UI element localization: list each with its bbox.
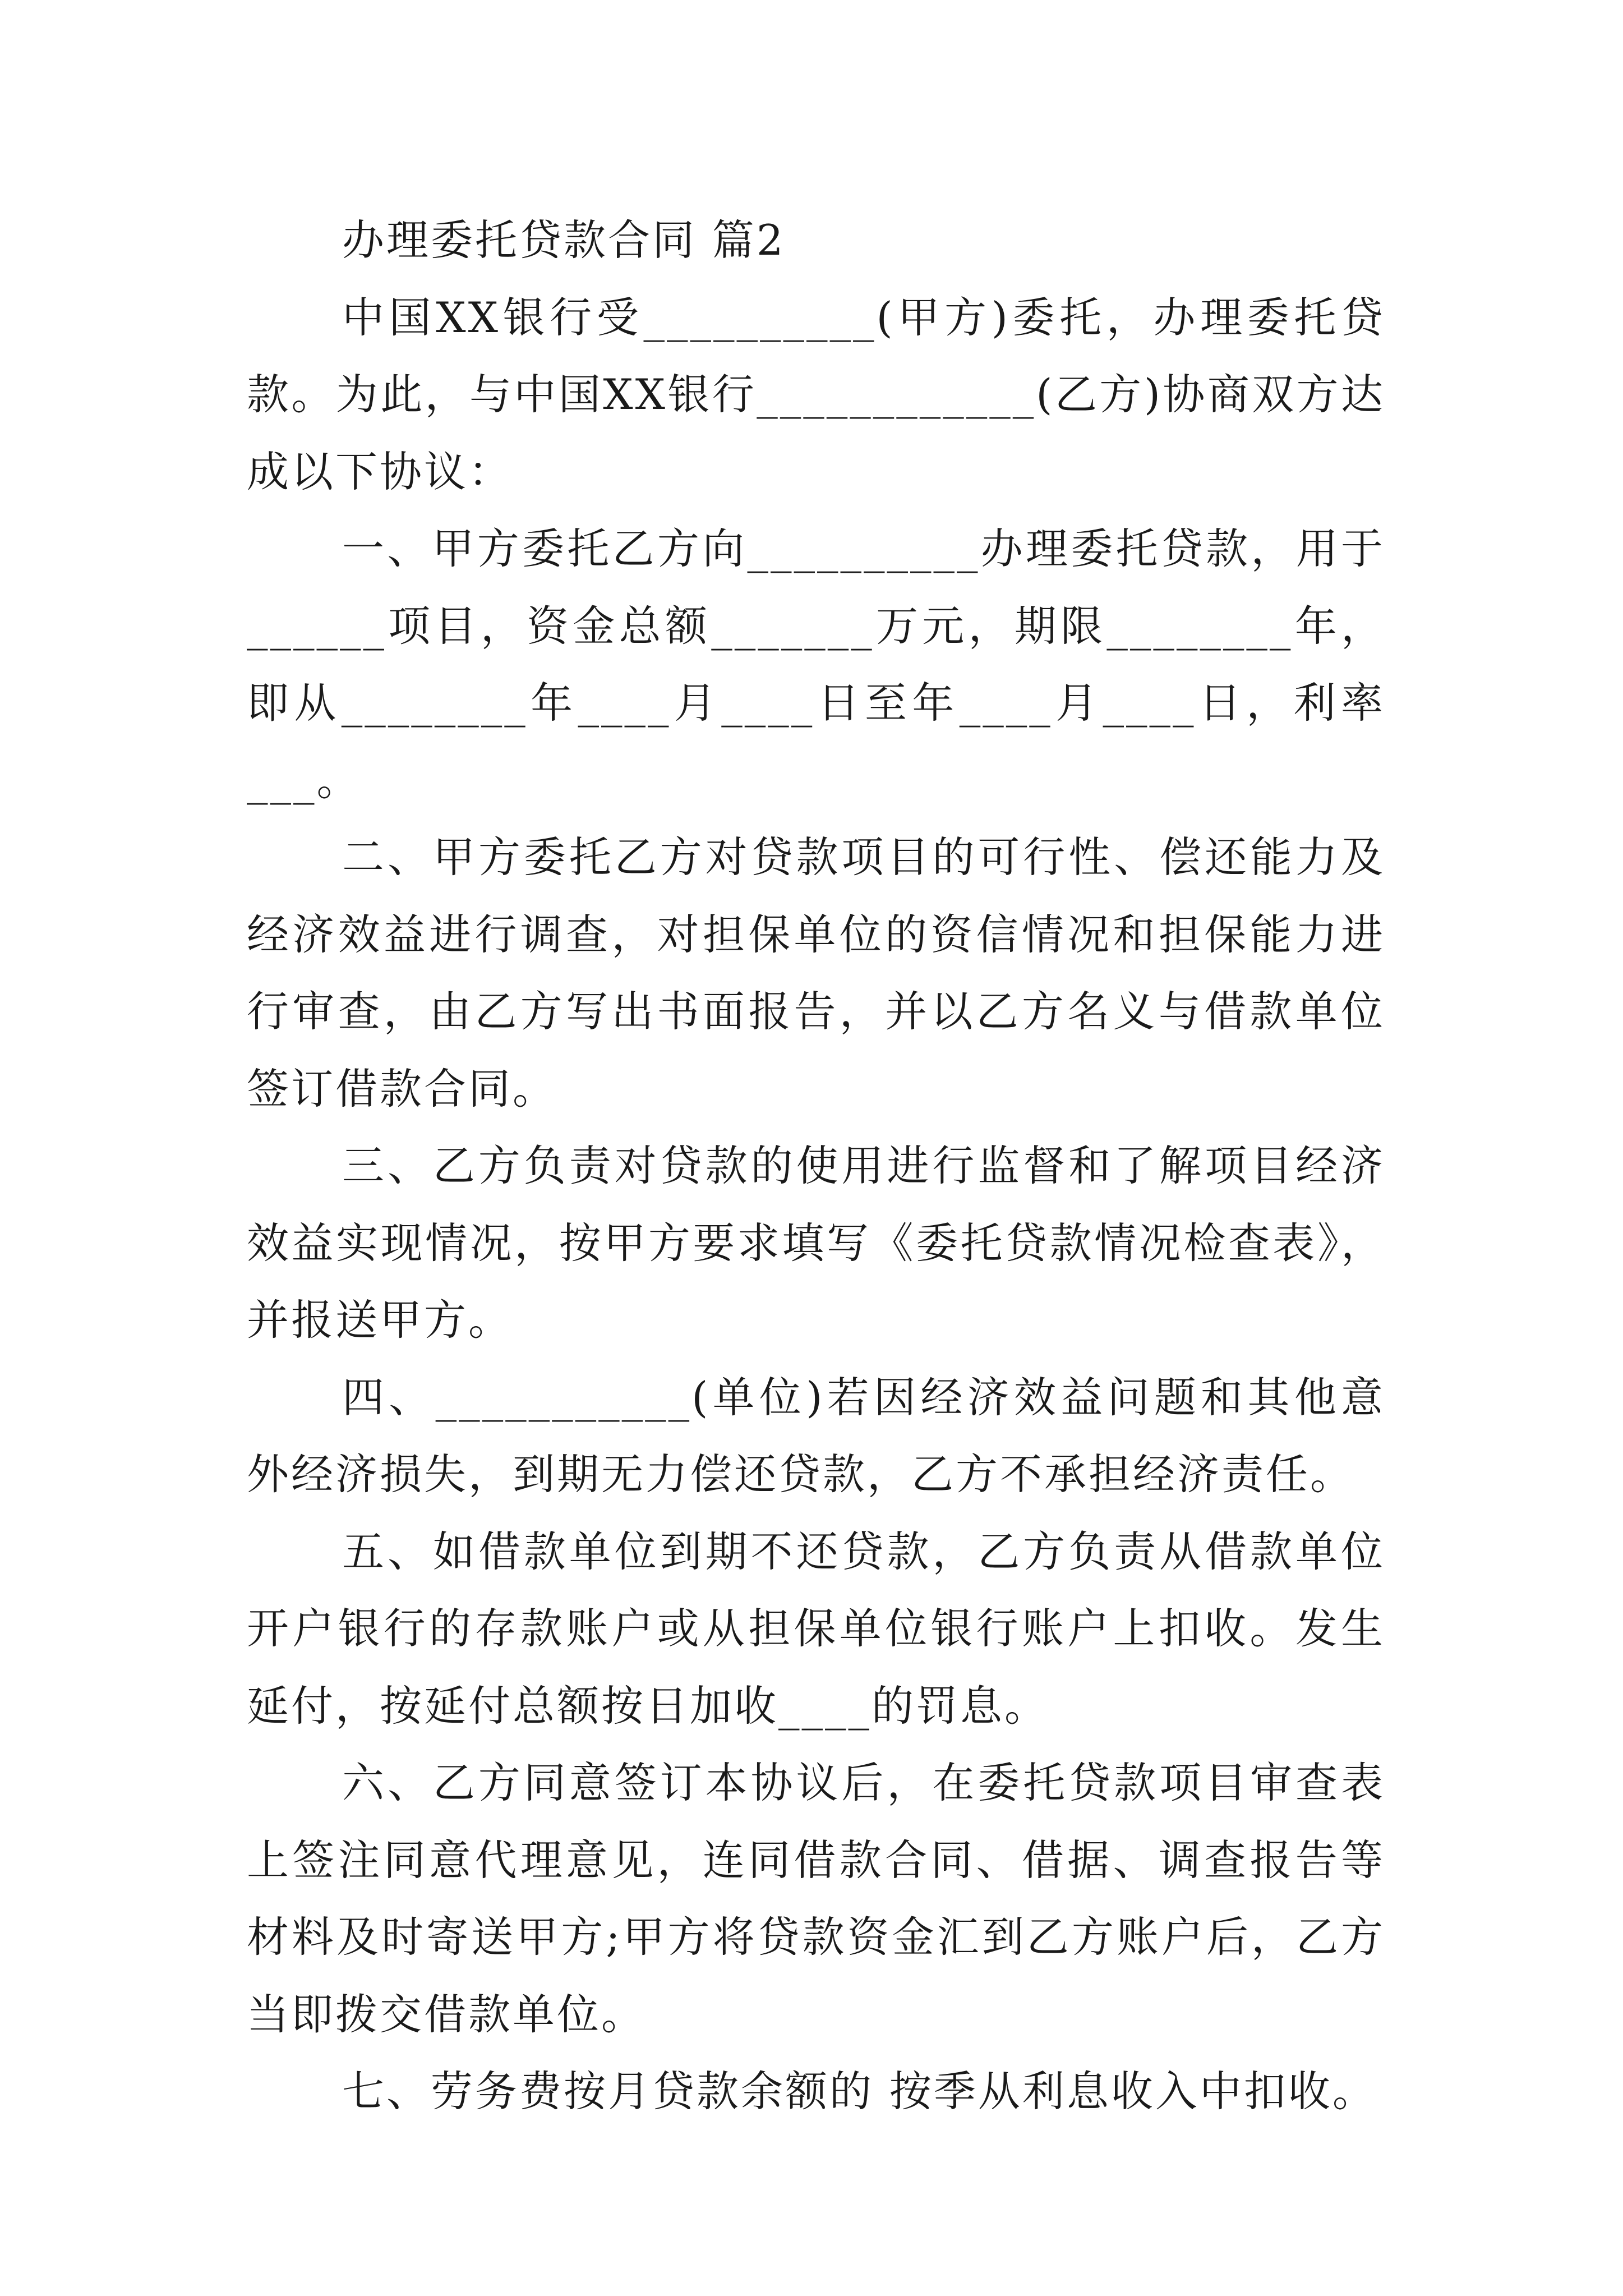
paragraph-clause-3: 三、乙方负责对贷款的使用进行监督和了解项目经济效益实现情况，按甲方要求填写《委托贷款情况检查表》，并报送甲方。 <box>247 1141 1385 1345</box>
document-title: 办理委托贷款合同 篇2 <box>342 215 786 265</box>
paragraph-clause-7: 七、劳务费按月贷款余额的 按季从利息收入中扣收。 <box>342 2067 1377 2116</box>
paragraph-clause-4: 四、___________(单位)若因经济效益问题和其他意外经济损失，到期无力偿还贷款，乙方不承担经济责任。 <box>247 1372 1385 1499</box>
paragraph-clause-6: 六、乙方同意签订本协议后，在委托贷款项目审查表上签注同意代理意见，连同借款合同、借据、调查报告等材料及时寄送甲方;甲方将贷款资金汇到乙方账户后，乙方当即拨交借款单位。 <box>247 1758 1385 2039</box>
paragraph-clause-5: 五、如借款单位到期不还贷款，乙方负责从借款单位开户银行的存款账户或从担保单位银行账户上扣收。发生延付，按延付总额按日加收____的罚息。 <box>247 1526 1385 1731</box>
paragraph-clause-2: 二、甲方委托乙方对贷款项目的可行性、偿还能力及经济效益进行调查，对担保单位的资信情况和担保能力进行审查，由乙方写出书面报告，并以乙方名义与借款单位签订借款合同。 <box>247 832 1385 1114</box>
document-body <box>247 202 1385 2131</box>
paragraph-clause-1: 一、甲方委托乙方向__________办理委托贷款，用于______项目，资金总额_______万元，期限________年，即从________年____月____日至年____月____日，利率___。 <box>247 524 1385 805</box>
paragraph-intro: 中国XX银行受__________(甲方)委托，办理委托贷款。为此，与中国XX银行____________(乙方)协商双方达成以下协议： <box>247 292 1385 496</box>
